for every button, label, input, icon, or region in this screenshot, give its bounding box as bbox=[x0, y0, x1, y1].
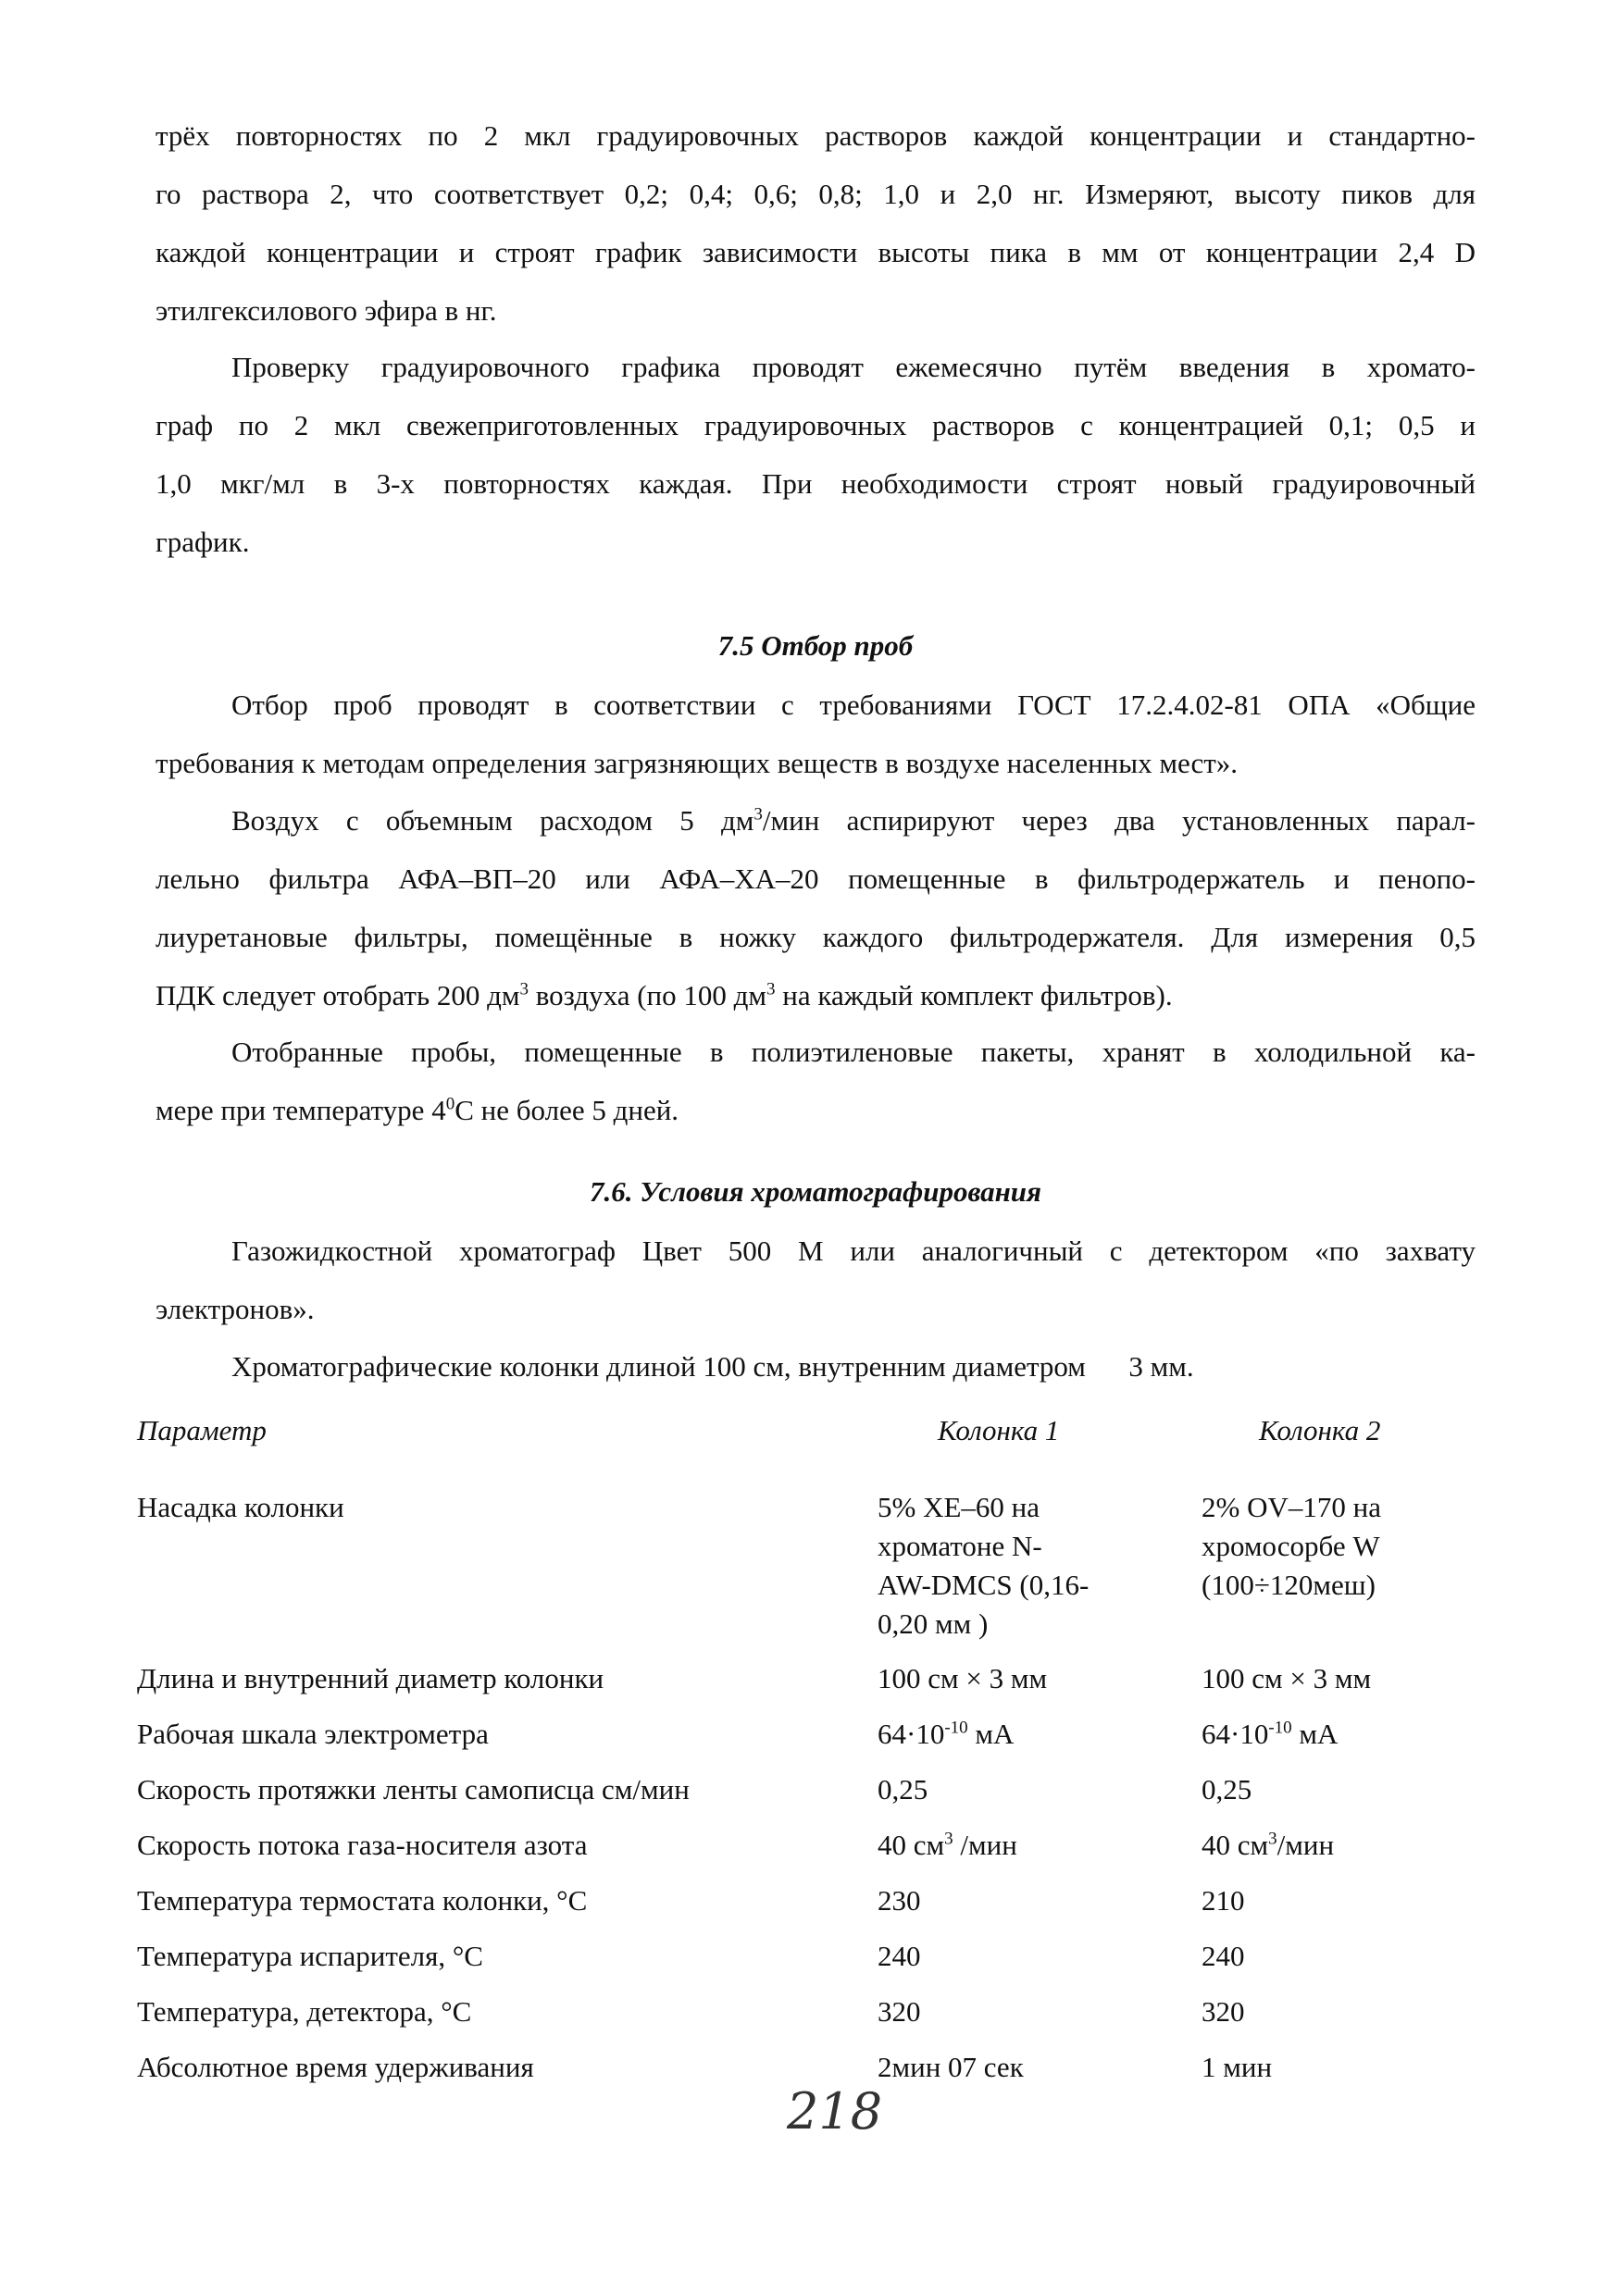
packing-line: 0,20 мм ) bbox=[878, 1607, 989, 1640]
paragraph-storage bbox=[156, 1023, 1476, 1139]
superscript: 3 bbox=[944, 1829, 953, 1849]
row-label: Температура, детектора, °С bbox=[137, 1995, 472, 2028]
row-value-col2 bbox=[1202, 1715, 1338, 1754]
text-line: 1,0 мкг/мл в 3-х повторностях каждая. При необходимости строят новый градуировочный bbox=[156, 467, 1476, 500]
superscript: -10 bbox=[1268, 1718, 1292, 1738]
text-fragment: С не более 5 дней. bbox=[455, 1094, 679, 1126]
row-value-col2: 100 см × 3 мм bbox=[1202, 1662, 1372, 1694]
packing-line: (100÷120меш) bbox=[1202, 1569, 1376, 1601]
text-line bbox=[156, 966, 1476, 1024]
superscript: 3 bbox=[753, 804, 763, 825]
text-fragment: мА bbox=[1291, 1718, 1339, 1750]
row-label: Скорость протяжки ленты самописца см/мин bbox=[137, 1773, 690, 1806]
packing-line: хроматоне N- bbox=[878, 1530, 1042, 1562]
text-line: Проверку градуировочного графика проводят ежемесячно путём введения в хромато- bbox=[231, 351, 1476, 383]
text-line: электронов». bbox=[156, 1293, 315, 1325]
superscript: -10 bbox=[944, 1718, 968, 1738]
text-fragment: /мин аспирируют через два установленных парал- bbox=[762, 804, 1476, 837]
paragraph-chromatograph bbox=[156, 1222, 1476, 1338]
row-value-col2 bbox=[1202, 1826, 1334, 1865]
text-line: этилгексилового эфира в нг. bbox=[156, 294, 497, 327]
header-parameter: Параметр bbox=[137, 1414, 267, 1446]
text-fragment: 64·10 bbox=[878, 1718, 945, 1750]
packing-line: хромосорбе W bbox=[1202, 1530, 1380, 1562]
row-value-col1 bbox=[878, 1826, 1017, 1865]
row-value-col1: 230 bbox=[878, 1884, 921, 1917]
row-value-col2: 320 bbox=[1202, 1995, 1245, 2028]
text-fragment: /мин bbox=[1277, 1829, 1335, 1861]
text-line: лиуретановые фильтры, помещённые в ножку каждого фильтродержателя. Для измерения 0,5 bbox=[156, 921, 1476, 953]
row-value-col1: 0,25 bbox=[878, 1773, 928, 1806]
superscript: 3 bbox=[519, 979, 529, 999]
text-fragment: 64·10 bbox=[1202, 1718, 1269, 1750]
header-column-1: Колонка 1 bbox=[938, 1414, 1060, 1446]
text-line: лельно фильтра АФА–ВП–20 или АФА–ХА–20 помещенные в фильтродержатель и пенопо- bbox=[156, 863, 1476, 895]
text-fragment: 40 см bbox=[878, 1829, 945, 1861]
packing-line: AW-DMCS (0,16- bbox=[878, 1569, 1090, 1601]
row-value-col2: 210 bbox=[1202, 1884, 1245, 1917]
paragraph-calibration bbox=[156, 106, 1476, 340]
packing-line: 2% OV–170 на bbox=[1202, 1491, 1381, 1523]
packing-column-1 bbox=[878, 1488, 1089, 1644]
text-fragment: ПДК следует отобрать 200 дм bbox=[156, 979, 520, 1011]
row-value-col2: 1 мин bbox=[1202, 2051, 1273, 2083]
text-line bbox=[156, 791, 1476, 850]
text-fragment: /мин bbox=[953, 1829, 1017, 1861]
row-label: Температура термостата колонки, °С bbox=[137, 1884, 588, 1917]
text-line: Отобранные пробы, помещенные в полиэтиленовые пакеты, хранят в холодильной ка- bbox=[231, 1036, 1476, 1068]
text-line bbox=[156, 1081, 1476, 1139]
text-line: Отбор проб проводят в соответствии с требованиями ГОСТ 17.2.4.02-81 ОПА «Общие bbox=[231, 689, 1476, 721]
superscript: 3 bbox=[1268, 1829, 1277, 1849]
row-value-col1: 100 см × 3 мм bbox=[878, 1662, 1048, 1694]
row-label: Длина и внутренний диаметр колонки bbox=[137, 1662, 604, 1694]
superscript: 3 bbox=[766, 979, 776, 999]
row-value-col1: 320 bbox=[878, 1995, 921, 2028]
text-fragment: на каждый комплект фильтров). bbox=[775, 979, 1173, 1011]
superscript: 0 bbox=[445, 1094, 455, 1114]
text-fragment: мА bbox=[967, 1718, 1015, 1750]
packing-line: 5% XE–60 на bbox=[878, 1491, 1040, 1523]
row-label-packing: Насадка колонки bbox=[137, 1491, 344, 1523]
text-fragment: мере при температуре 4 bbox=[156, 1094, 446, 1126]
header-column-2: Колонка 2 bbox=[1259, 1414, 1381, 1446]
row-label: Рабочая шкала электрометра bbox=[137, 1718, 489, 1750]
text-line: трёх повторностях по 2 мкл градуировочных растворов каждой концентрации и стандартно- bbox=[156, 119, 1476, 152]
section-heading-chromatography: 7.6. Условия хроматографирования bbox=[589, 1175, 1042, 1208]
text-line: Газожидкостной хроматограф Цвет 500 М или аналогичный с детектором «по захвату bbox=[231, 1235, 1476, 1267]
text-line: го раствора 2, что соответствует 0,2; 0,4; 0,6; 0,8; 1,0 и 2,0 нг. Измеряют, высоту пиков для bbox=[156, 178, 1476, 210]
section-heading-sampling: 7.5 Отбор проб bbox=[717, 629, 914, 662]
row-value-col1: 240 bbox=[878, 1940, 921, 1972]
text-line: Хроматографические колонки длиной 100 см, внутренним диаметром 3 мм. bbox=[231, 1350, 1194, 1383]
text-fragment: 40 см bbox=[1202, 1829, 1269, 1861]
paragraph-sampling-standard bbox=[156, 676, 1476, 792]
text-line: график. bbox=[156, 526, 250, 558]
row-label: Скорость потока газа-носителя азота bbox=[137, 1829, 588, 1861]
row-label: Абсолютное время удерживания bbox=[137, 2051, 534, 2083]
text-line: каждой концентрации и строят график зависимости высоты пика в мм от концентрации 2,4 D bbox=[156, 236, 1476, 268]
row-value-col2: 240 bbox=[1202, 1940, 1245, 1972]
text-fragment: воздуха (по 100 дм bbox=[529, 979, 767, 1011]
paragraph-air-sampling bbox=[156, 791, 1476, 1024]
row-label: Температура испарителя, °С bbox=[137, 1940, 483, 1972]
row-value-col1: 2мин 07 сек bbox=[878, 2051, 1024, 2083]
paragraph-columns bbox=[156, 1337, 1476, 1396]
text-line: граф по 2 мкл свежеприготовленных градуировочных растворов с концентрацией 0,1; 0,5 и bbox=[156, 409, 1476, 441]
packing-column-2 bbox=[1202, 1488, 1381, 1605]
paragraph-calibration-check bbox=[156, 338, 1476, 571]
row-value-col1 bbox=[878, 1715, 1014, 1754]
text-line: требования к методам определения загрязняющих веществ в воздухе населенных мест». bbox=[156, 747, 1239, 779]
text-fragment: Воздух с объемным расходом 5 дм bbox=[231, 804, 754, 837]
row-value-col2: 0,25 bbox=[1202, 1773, 1252, 1806]
page-number: 218 bbox=[787, 2082, 883, 2141]
